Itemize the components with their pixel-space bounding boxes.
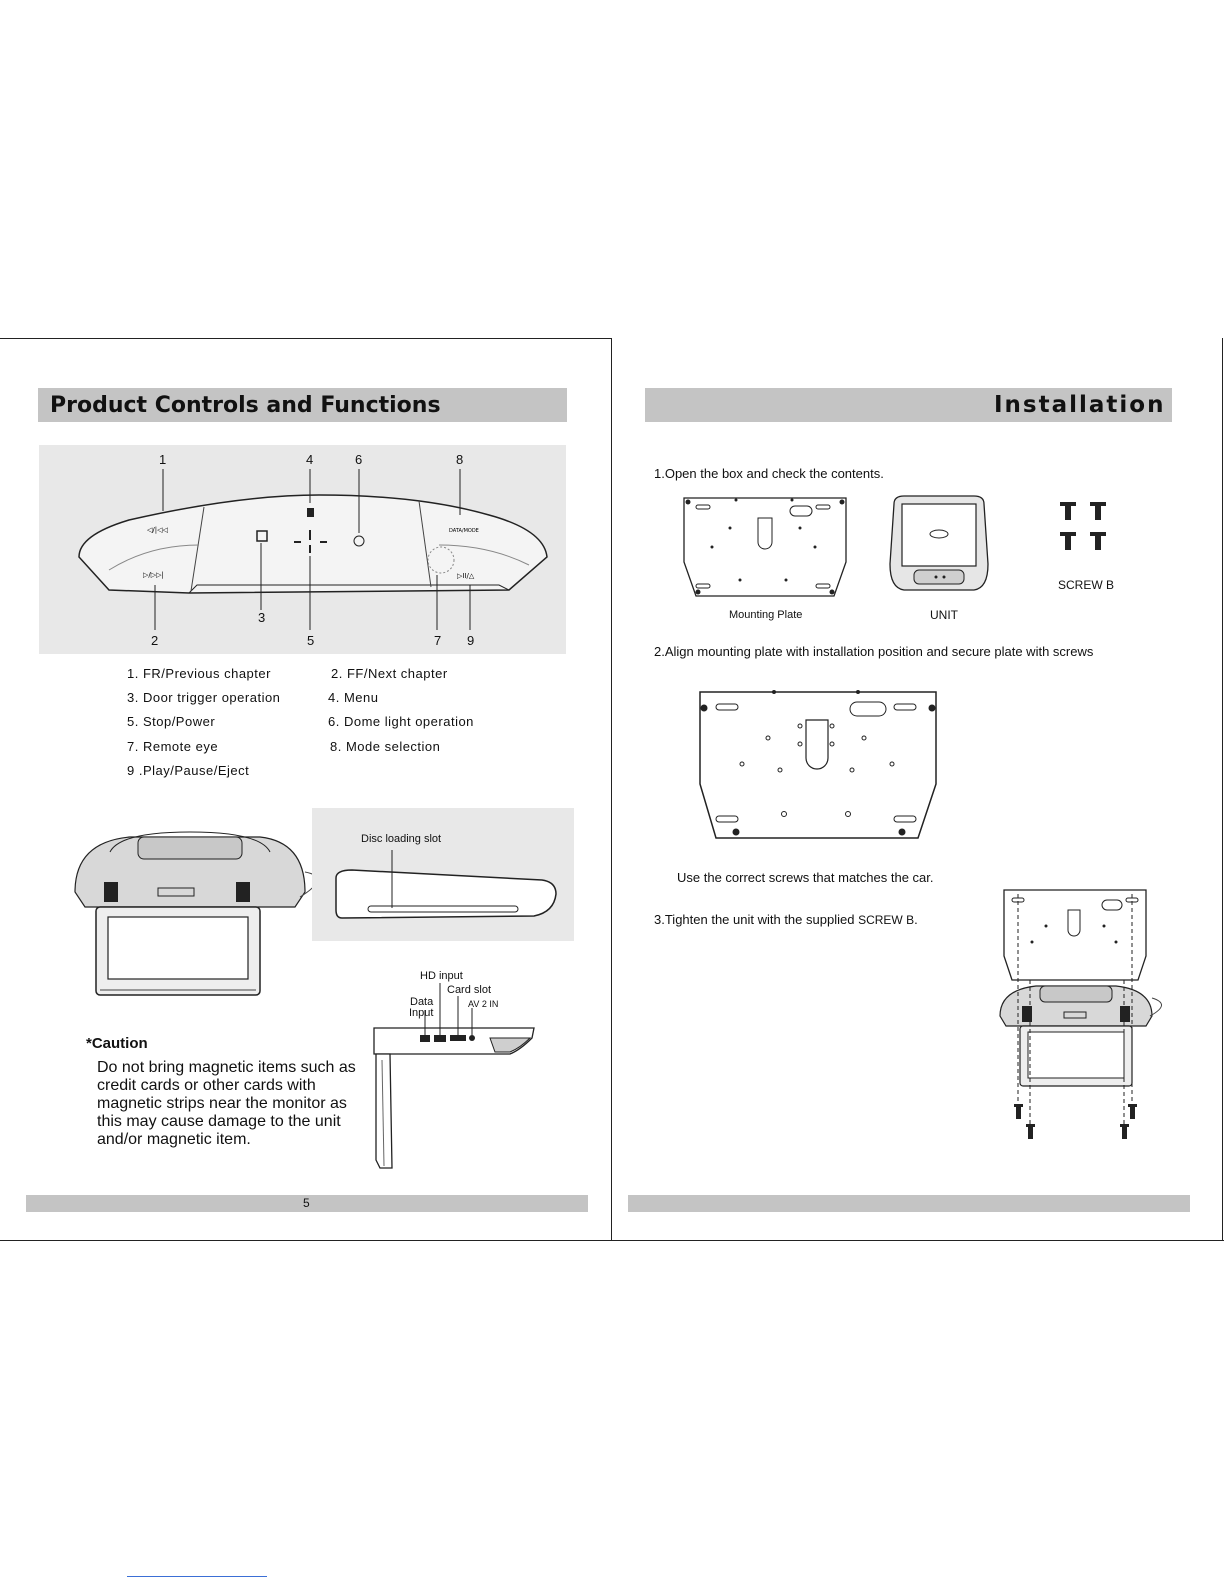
svg-text:◁/|◁◁: ◁/|◁◁ [147,526,168,534]
disc-slot-illustration [312,808,574,941]
callout-4: 4 [306,452,314,467]
caution-body: Do not bring magnetic items such as credit cards or other cards with magnetic strips near the monitor as this may cause damage to the unit and/or magnetic item. [97,1059,356,1148]
step-3-end: . [914,912,918,927]
ports-side-illustration [370,980,540,1170]
callout-5: 5 [307,633,315,648]
callout-6: 6 [355,452,363,467]
caution-heading [86,1035,148,1052]
callout-7: 7 [434,633,442,648]
step-3-body: 3.Tighten the unit with the supplied [654,912,855,927]
page-border-top [0,338,611,339]
legend-item-7: 7. Remote eye [127,739,219,754]
callout-9: 9 [467,633,475,648]
step-2-body: Align mounting plate with installation position and secure plate with screws [664,644,1094,659]
legend-item-1: 1. FR/Previous chapter [127,666,271,681]
step-3-text [654,912,918,927]
section-title-controls: Product Controls and Functions [50,393,441,418]
mounting-plate-label: Mounting Plate [729,609,803,621]
card-slot-label: Card slot [447,984,492,996]
legend-item-3: 3. Door trigger operation [127,690,281,705]
page-border-right [1222,338,1223,1241]
bottom-underline-mark [127,1576,267,1577]
page-spine [611,338,612,1241]
disc-slot-label: Disc loading slot [361,833,442,845]
page-number: 5 [303,1196,310,1210]
hd-input-label: HD input [420,970,463,982]
legend-item-6: 6. Dome light operation [328,714,474,729]
footer-bar-right [628,1195,1190,1212]
data-input-label-line1: Data [410,996,434,1008]
caution-heading-text: Caution [91,1035,148,1052]
monitor-front-illustration [70,822,310,1000]
legend-item-9: 9 .Play/Pause/Eject [127,763,250,778]
svg-text:DATA/MODE: DATA/MODE [449,528,479,534]
screw-b-label: SCREW B [1058,578,1115,592]
step-2-text [654,644,1093,659]
mounting-plate-large-illustration [698,684,938,842]
step-3-screw: SCREW B [858,913,915,927]
section-title-installation: Installation [994,392,1166,418]
legend-item-4: 4. Menu [328,690,379,705]
data-input-label-line2: Input [409,1007,434,1019]
step-2-prefix: 2. [654,644,665,659]
mounting-plate-illustration [682,492,848,602]
step-1-text: 1.Open the box and check the contents. [654,466,884,481]
screws-illustration [1056,500,1116,556]
page-border-bottom [0,1240,1224,1241]
unit-illustration [884,494,994,598]
note-text: Use the correct screws that matches the car. [677,870,934,885]
unit-label: UNIT [930,608,958,622]
callout-2: 2 [151,633,159,648]
control-panel-illustration [39,445,566,654]
legend-item-5: 5. Stop/Power [127,714,216,729]
callout-3: 3 [258,610,266,625]
av-in-label: AV 2 IN [468,999,499,1009]
svg-text:▷II/△: ▷II/△ [457,572,475,580]
legend-item-2: 2. FF/Next chapter [331,666,448,681]
svg-text:▷/▷▷|: ▷/▷▷| [143,571,164,579]
callout-1: 1 [159,452,167,467]
callout-8: 8 [456,452,464,467]
legend-item-8: 8. Mode selection [330,739,441,754]
installation-assembly-illustration [996,886,1176,1146]
caution-marker: * [86,1035,92,1052]
